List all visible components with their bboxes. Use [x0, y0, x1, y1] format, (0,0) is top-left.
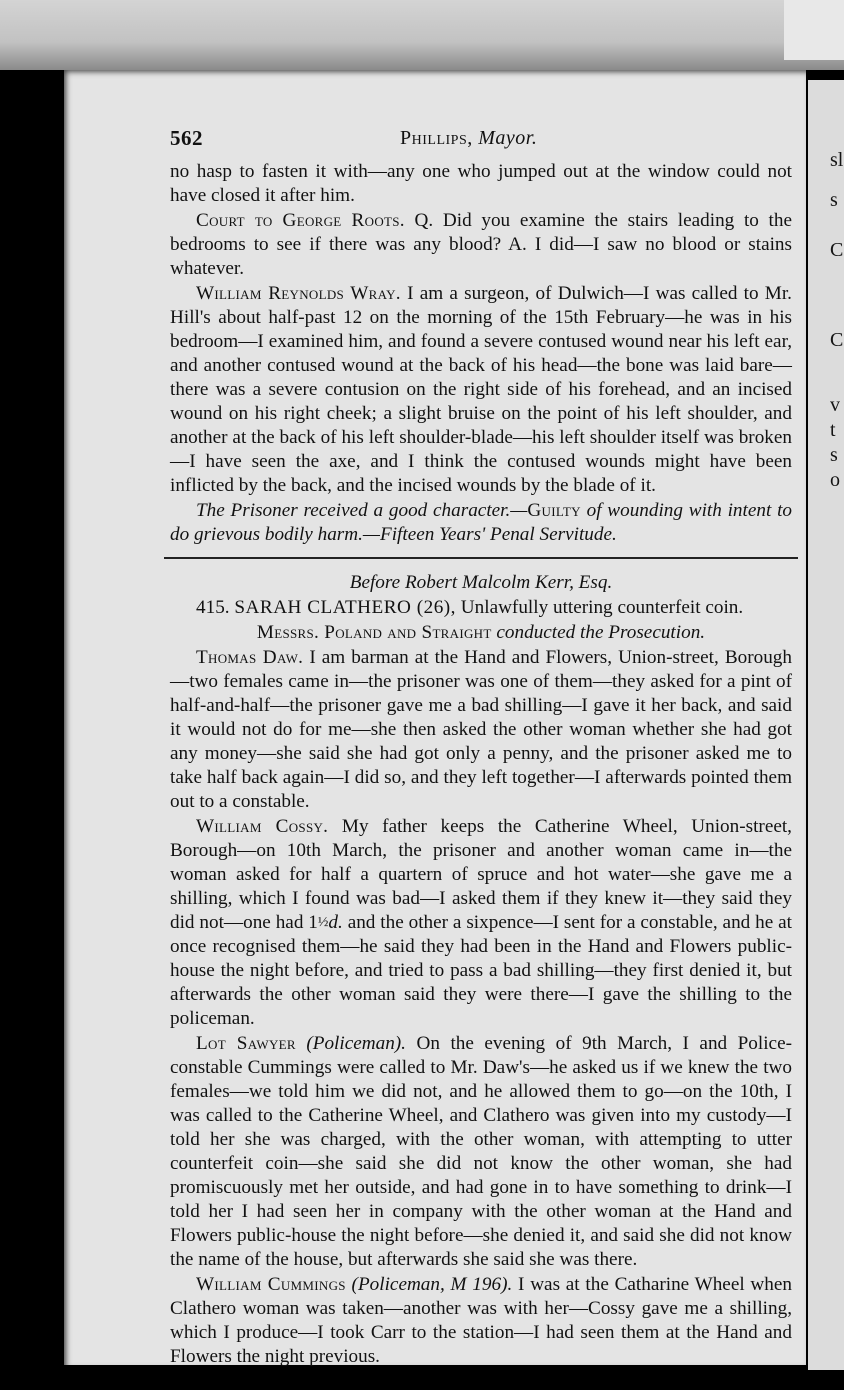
counsel-names: Messrs. Poland and Straight: [256, 622, 492, 643]
speaker: William Reynolds Wray.: [196, 283, 401, 304]
case-number: 415.: [196, 597, 230, 618]
facing-page-edge: [808, 80, 844, 1370]
top-margin-corner: [784, 0, 844, 60]
paragraph: [170, 282, 792, 498]
edge-letter: s: [830, 189, 838, 211]
speaker: Court to George Roots.: [196, 210, 405, 231]
speaker-role: (Policeman).: [295, 1033, 406, 1054]
case-charge: Unlawfully uttering counterfeit coin.: [455, 597, 744, 618]
paragraph: [170, 646, 792, 814]
paragraph: [170, 209, 792, 281]
paragraph-text: On the evening of 9th March, I and Police-constable Cummings were called to Mr. Daw's—he asked us if we knew the two females—we told him we did not, and he allowed them to go—on the 10th, I was called to the Catherine Wheel, and Clathero was given into my custody—I told her she was charged, with the other woman, with attempting to utter counterfeit coin—she said she did not know the other woman, she had promiscuously met her outside, and had gone in to have something to drink—I told her I had seen her in company with the other woman at the Hand and Flowers public-house the night before—she denied it, and said she did not know the name of the house, but afterwards she said she was there.: [170, 1033, 792, 1270]
paragraph-text: My father keeps the Catherine Wheel, Union-street, Borough—on 10th March, the prisoner and another woman came in—the woman asked for half a quartern of spruce and hot water—she gave me a shilling, which I found was bad—I asked them if they knew it—they said they did not—one had 1: [170, 816, 792, 933]
heading-role: Mayor.: [478, 127, 538, 149]
top-margin: [0, 0, 844, 70]
verdict-paragraph: [170, 499, 792, 547]
counsel-line: [170, 621, 792, 645]
paragraph: [170, 815, 792, 1031]
speaker: William Cossy.: [196, 816, 329, 837]
paragraph: [170, 1032, 792, 1272]
paragraph-text: no hasp to fasten it with—any one who jumped out at the window could not have closed it after him.: [170, 161, 792, 206]
edge-letter: C: [830, 329, 844, 351]
pence-abbrev: d.: [328, 912, 343, 933]
paragraph-text: I am barman at the Hand and Flowers, Union-street, Borough—two females came in—the prisoner was one of them—they asked for a pint of half-and-half—the prisoner gave me a bad shilling—I gave it her back, and said it would not do for me—she then asked the other woman whether she had got any money—she said she had got only a penny, and the prisoner asked me to take half back again—I did so, and they left together—I afterwards pointed them out to a constable.: [170, 647, 792, 812]
page-number: 562: [170, 126, 203, 150]
counsel-text: conducted the Prosecution.: [491, 622, 706, 643]
speaker: William Cummings: [196, 1274, 346, 1295]
speaker: Lot Sawyer: [196, 1033, 296, 1054]
edge-letter: v: [830, 394, 840, 416]
edge-letter: t: [830, 419, 836, 441]
case-name: SARAH CLATHERO (26),: [234, 597, 456, 618]
case-heading: [170, 596, 792, 620]
sentence: of wounding with intent to do grievous bodily harm.—Fifteen Years' Penal Servitude.: [170, 500, 792, 545]
paragraph-text: I was at the Catharine Wheel when Clathero woman was taken—another was with her—Cossy gave me a shilling, which I produce—I took Carr to the station—I had seen them at the Hand and Flowers the night previous.: [170, 1274, 792, 1367]
edge-letter: C: [830, 239, 844, 261]
heading-name: Phillips,: [400, 127, 473, 149]
speaker: Thomas Daw.: [196, 647, 304, 668]
running-head: [170, 118, 792, 160]
edge-letter: sl: [830, 149, 844, 171]
paragraph-text: and the other a sixpence—I sent for a constable, and he at once recognised them—he said they had been in the Hand and Flowers public-house the night before, and tried to pass a bad shilling—they first denied it, but afterwards the other woman said they were there—I gave the shilling to the policeman.: [170, 912, 792, 1029]
edge-letter: o: [830, 469, 840, 491]
verdict: Guilty: [527, 500, 581, 521]
edge-letter: s: [830, 444, 838, 466]
speaker-role: (Policeman, M 196).: [345, 1274, 513, 1295]
page-heading: [400, 126, 537, 150]
page-content: [170, 118, 792, 1370]
paragraph-text: I am a surgeon, of Dulwich—I was called to Mr. Hill's about half-past 12 on the morning of the 15th February—he was in his bedroom—I examined him, and found a severe contused wound near his left ear, and another contused wound at the back of his head—the bone was laid bare—there was a severe contusion on the right side of his forehead, and an incised wound on his right cheek; a slight bruise on the point of his left shoulder, and another at the back of his left shoulder-blade—his left shoulder itself was broken—I have seen the axe, and I think the contused wounds might have been inflicted by the back, and the incised wounds by the blade of it.: [170, 283, 792, 496]
court-before: Before Robert Malcolm Kerr, Esq.: [349, 572, 613, 593]
paragraph: [170, 160, 792, 208]
fraction: ½: [317, 915, 329, 930]
character-note: The Prisoner received a good character.—: [196, 500, 528, 521]
paragraph-text: Q. Did you examine the stairs leading to the bedrooms to see if there was any blood? A. I did—I saw no blood or stains whatever.: [170, 210, 792, 279]
paragraph: [170, 1273, 792, 1369]
section-rule: [164, 557, 798, 559]
